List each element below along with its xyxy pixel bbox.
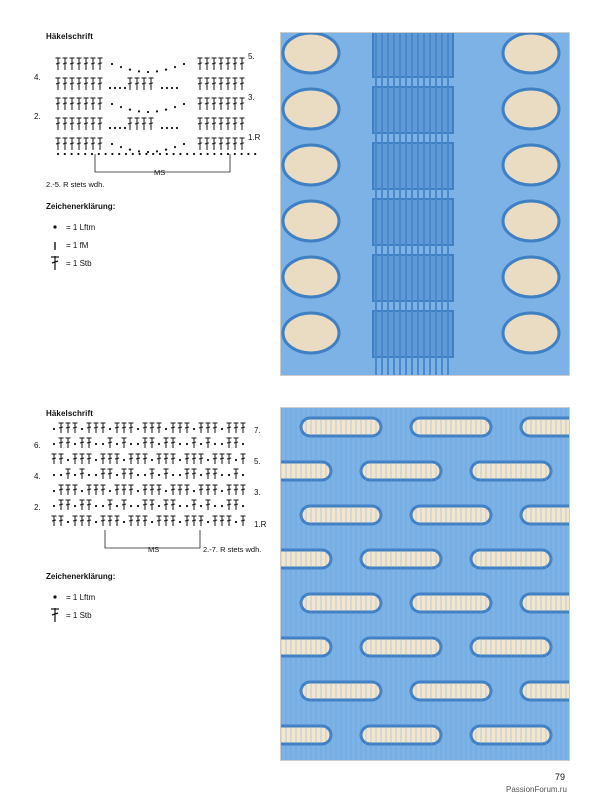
repeat-label-2: MS xyxy=(148,545,160,554)
row-label-right: 3. xyxy=(248,93,255,102)
legend-item-single-crochet xyxy=(48,238,88,252)
repeat-note-1: 2.-5. R stets wdh. xyxy=(46,180,105,189)
legend-label: = 1 Stb xyxy=(66,258,92,268)
double-crochet-icon xyxy=(48,608,62,622)
legend-title-1: Zeichenerklärung: xyxy=(46,202,116,211)
page-number: 79 xyxy=(555,772,566,782)
chart-title-1: Häkelschrift xyxy=(46,32,93,41)
crochet-sample-photo-2 xyxy=(280,407,570,761)
watermark: PassionForum.ru xyxy=(506,785,567,794)
row-label-right: 5. xyxy=(254,457,261,466)
single-crochet-icon xyxy=(48,238,62,252)
legend-title-2: Zeichenerklärung: xyxy=(46,572,116,581)
chart-title-2: Häkelschrift xyxy=(46,409,93,418)
row-label-left: 4. xyxy=(34,472,41,481)
legend-label: = 1 Stb xyxy=(66,610,92,620)
row-label-left: 2. xyxy=(34,503,41,512)
legend-item-chain xyxy=(48,590,95,604)
row-label-right: 1.R xyxy=(254,520,267,529)
chain-stitch-icon xyxy=(48,590,62,604)
repeat-note-2: 2.-7. R stets wdh. xyxy=(203,545,262,554)
crochet-chart-2 xyxy=(40,418,260,538)
row-label-right: 7. xyxy=(254,426,261,435)
legend-item-chain xyxy=(48,220,95,234)
crochet-sample-photo-1 xyxy=(280,32,570,376)
row-label-right: 5. xyxy=(248,52,255,61)
repeat-bracket-1 xyxy=(90,152,240,182)
row-label-right: 1.R xyxy=(248,133,261,142)
legend-item-double-crochet xyxy=(48,256,92,270)
legend-label: = 1 fM xyxy=(66,240,89,250)
chain-stitch-icon xyxy=(48,220,62,234)
legend-label: = 1 Lftm xyxy=(66,592,96,602)
row-label-left: 4. xyxy=(34,73,41,82)
row-label-left: 6. xyxy=(34,441,41,450)
row-label-left: 2. xyxy=(34,112,41,121)
legend-item-double-crochet xyxy=(48,608,92,622)
row-label-right: 3. xyxy=(254,488,261,497)
double-crochet-icon xyxy=(48,256,62,270)
legend-label: = 1 Lftm xyxy=(66,222,96,232)
repeat-label-1: MS xyxy=(154,168,166,177)
